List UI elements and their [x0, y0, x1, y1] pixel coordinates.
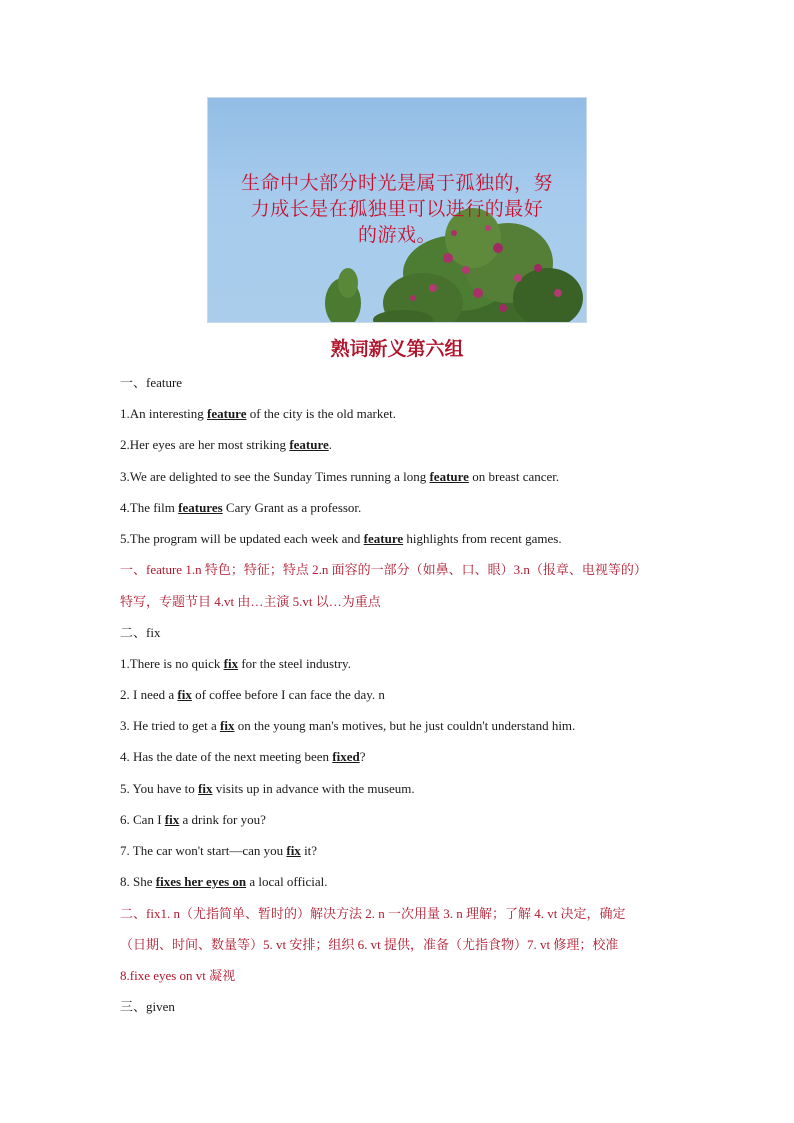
keyword: fixed	[332, 749, 360, 764]
example-sentence: 1.An interesting feature of the city is the old market.	[120, 406, 396, 421]
example-sentence: 4.The film features Cary Grant as a professor.	[120, 500, 362, 515]
answer-key-line: （日期、时间、数量等）5. vt 安排；组织 6. vt 提供，准备（尤指食物）7. vt 修理；校准	[120, 937, 619, 952]
keyword: fixes her eyes on	[155, 874, 247, 889]
example-sentence: 2. I need a fix of coffee before I can face the day. n	[120, 687, 385, 702]
section-heading: 二、fix	[120, 625, 161, 640]
banner-quote-line: 生命中大部分时光是属于孤独的，努	[240, 172, 553, 194]
keyword: feature	[207, 406, 247, 421]
example-sentence: 3.We are delighted to see the Sunday Times running a long feature on breast cancer.	[120, 469, 560, 484]
keyword: fix	[198, 781, 213, 796]
example-sentence: 6. Can I fix a drink for you?	[120, 812, 266, 827]
example-sentence: 3. He tried to get a fix on the young man's motives, but he just couldn't understand him.	[120, 718, 576, 733]
example-sentence: 5. You have to fix visits up in advance with the museum.	[120, 781, 415, 796]
section-heading: 三、given	[120, 999, 175, 1014]
keyword: fix	[220, 718, 235, 733]
section-heading: 一、feature	[120, 375, 183, 390]
page-title: 熟词新义第六组	[330, 338, 464, 360]
keyword: feature	[289, 437, 329, 452]
banner-quote-line: 力成长是在孤独里可以进行的最好	[250, 198, 544, 220]
example-sentence: 8. She fixes her eyes on a local official.	[120, 874, 328, 889]
answer-key-line: 一、feature 1.n 特色；特征；特点 2.n 面容的一部分（如鼻、口、眼）3.n（报章、电视等的）	[120, 562, 647, 577]
example-sentence: 7. The car won't start—can you fix it?	[120, 843, 318, 858]
banner-quote	[226, 170, 568, 248]
banner-quote-line: 的游戏。	[357, 224, 436, 246]
example-sentence: 1.There is no quick fix for the steel industry.	[120, 656, 351, 671]
keyword: feature	[363, 531, 404, 546]
keyword: features	[178, 500, 223, 515]
keyword: fix	[177, 687, 192, 702]
keyword: feature	[429, 469, 469, 484]
example-sentence: 4. Has the date of the next meeting been fixed?	[120, 749, 366, 764]
answer-key-line: 8.fixe eyes on vt 凝视	[120, 968, 236, 983]
example-sentence: 2.Her eyes are her most striking feature.	[120, 437, 333, 452]
answer-key-line: 特写，专题节目 4.vt 由…主演 5.vt 以…为重点	[120, 594, 381, 609]
banner-image	[207, 97, 587, 323]
keyword: fix	[164, 812, 180, 827]
answer-key-line: 二、fix1. n（尤指简单、暂时的）解决方法 2. n 一次用量 3. n 理解；了解 4. vt 决定，确定	[120, 906, 626, 921]
keyword: fix	[223, 656, 239, 671]
keyword: fix	[286, 843, 301, 858]
example-sentence: 5.The program will be updated each week and feature highlights from recent games.	[120, 531, 562, 546]
